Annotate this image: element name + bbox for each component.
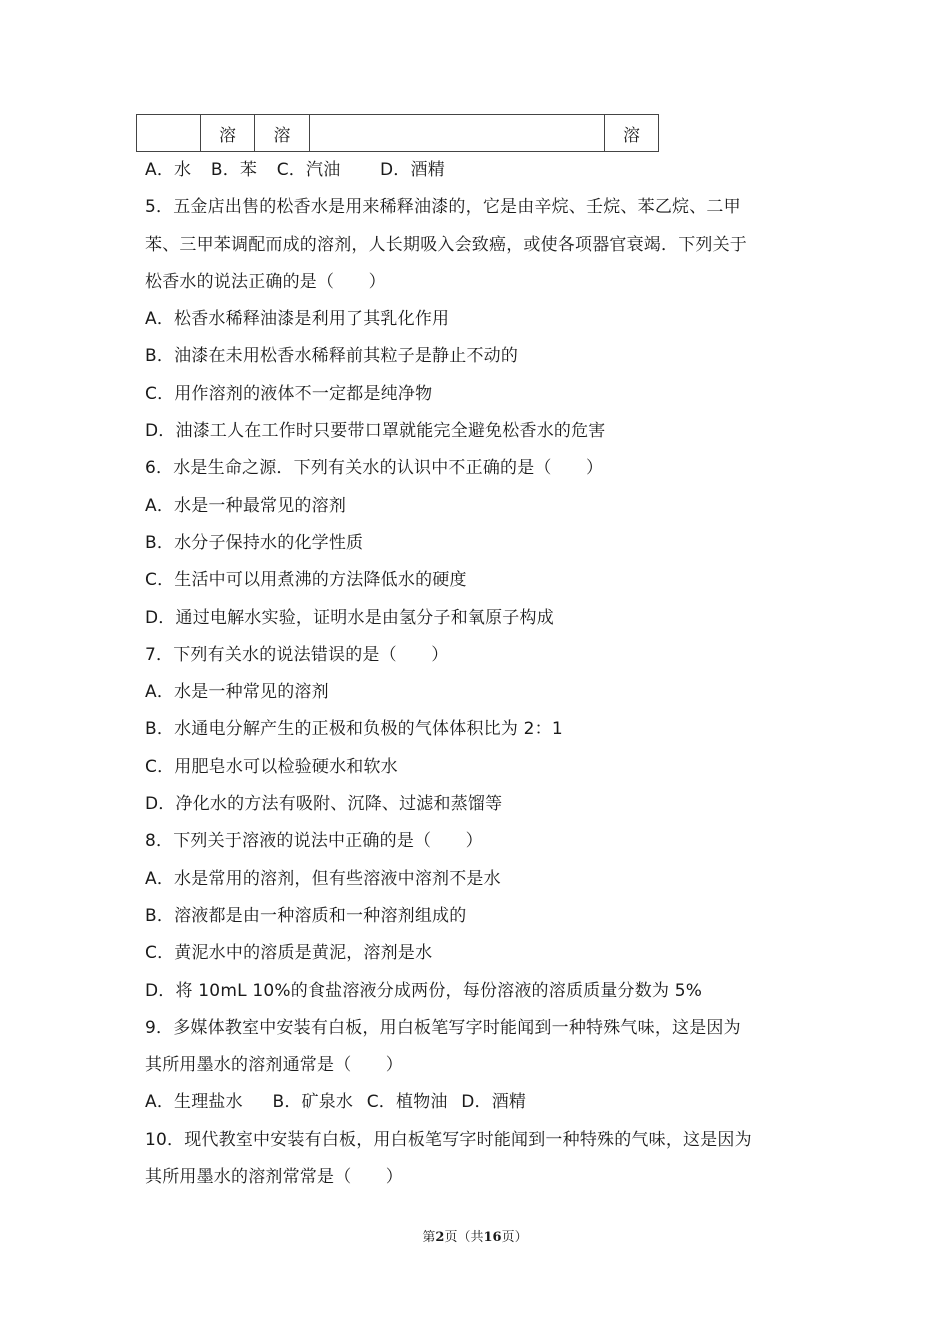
q8-option-a: A．水是常用的溶剂，但有些溶液中溶剂不是水 — [145, 868, 501, 889]
q6-option-d: D．通过电解水实验，证明水是由氢分子和氧原子构成 — [145, 607, 554, 628]
q7-option-c: C．用肥皂水可以检验硬水和软水 — [145, 756, 398, 777]
option-c: C．植物油 — [366, 1092, 448, 1113]
table-row — [137, 115, 659, 152]
q4-options — [145, 152, 815, 189]
answer-table-fragment — [136, 114, 659, 152]
q5-stem-line-1: 5．五金店出售的松香水是用来稀释油漆的，它是由辛烷、壬烷、苯乙烷、二甲 — [145, 197, 741, 218]
table-cell — [137, 115, 201, 152]
q8-option-c: C．黄泥水中的溶质是黄泥，溶剂是水 — [145, 943, 433, 964]
q6-option-a: A．水是一种最常见的溶剂 — [145, 495, 347, 516]
option-a: A．水 — [145, 160, 192, 180]
option-d: D．酒精 — [461, 1092, 527, 1113]
q5-option-c: C．用作溶剂的液体不一定都是纯净物 — [145, 383, 433, 404]
q9-options — [145, 1084, 815, 1121]
table-cell: 溶 — [201, 115, 255, 152]
table-cell: 溶 — [605, 115, 659, 152]
option-b: B．矿泉水 — [272, 1092, 354, 1113]
q5-option-a: A．松香水稀释油漆是利用了其乳化作用 — [145, 309, 450, 330]
option-c: C．汽油 — [276, 160, 341, 180]
option-d: D．酒精 — [380, 160, 445, 180]
q6-option-b: B．水分子保持水的化学性质 — [145, 532, 364, 553]
footer-middle: 页（共 — [444, 1230, 484, 1245]
footer-total-pages: 16 — [483, 1230, 502, 1245]
q9-stem-line-2: 其所用墨水的溶剂通常是（ ） — [145, 1055, 403, 1076]
option-a: A．生理盐水 — [145, 1092, 243, 1113]
q8-option-b: B．溶液都是由一种溶质和一种溶剂组成的 — [145, 905, 467, 926]
q5-option-b: B．油漆在未用松香水稀释前其粒子是静止不动的 — [145, 346, 519, 367]
footer-prefix: 第 — [422, 1230, 436, 1245]
q7-stem: 7．下列有关水的说法错误的是（ ） — [145, 644, 449, 665]
option-b: B．苯 — [210, 160, 258, 180]
q7-option-d: D．净化水的方法有吸附、沉降、过滤和蒸馏等 — [145, 794, 503, 815]
table-cell: 溶 — [255, 115, 310, 152]
table-cell — [310, 115, 605, 152]
footer-suffix: 页） — [501, 1230, 528, 1245]
q7-option-b: B．水通电分解产生的正极和负极的气体体积比为 2：1 — [145, 719, 563, 740]
q8-stem: 8．下列关于溶液的说法中正确的是（ ） — [145, 831, 483, 852]
q5-stem-line-3: 松香水的说法正确的是（ ） — [145, 271, 386, 292]
q10-stem-line-2: 其所用墨水的溶剂常常是（ ） — [145, 1167, 403, 1188]
q5-stem-line-2: 苯、三甲苯调配而成的溶剂，人长期吸入会致癌，或使各项器官衰竭．下列关于 — [145, 234, 747, 255]
q9-stem-line-1: 9．多媒体教室中安装有白板，用白板笔写字时能闻到一种特殊气味，这是因为 — [145, 1017, 741, 1038]
footer-page-number: 2 — [435, 1230, 445, 1245]
q6-stem: 6．水是生命之源．下列有关水的认识中不正确的是（ ） — [145, 458, 604, 479]
q8-option-d: D．将 10mL 10%的食盐溶液分成两份，每份溶液的溶质质量分数为 5% — [145, 980, 703, 1001]
q5-option-d: D．油漆工人在工作时只要带口罩就能完全避免松香水的危害 — [145, 421, 606, 442]
q7-option-a: A．水是一种常见的溶剂 — [145, 682, 329, 703]
question-list — [145, 152, 815, 1196]
q6-option-c: C．生活中可以用煮沸的方法降低水的硬度 — [145, 570, 467, 591]
q10-stem-line-1: 10．现代教室中安装有白板，用白板笔写字时能闻到一种特殊的气味，这是因为 — [145, 1129, 752, 1150]
page-footer — [0, 1226, 950, 1245]
